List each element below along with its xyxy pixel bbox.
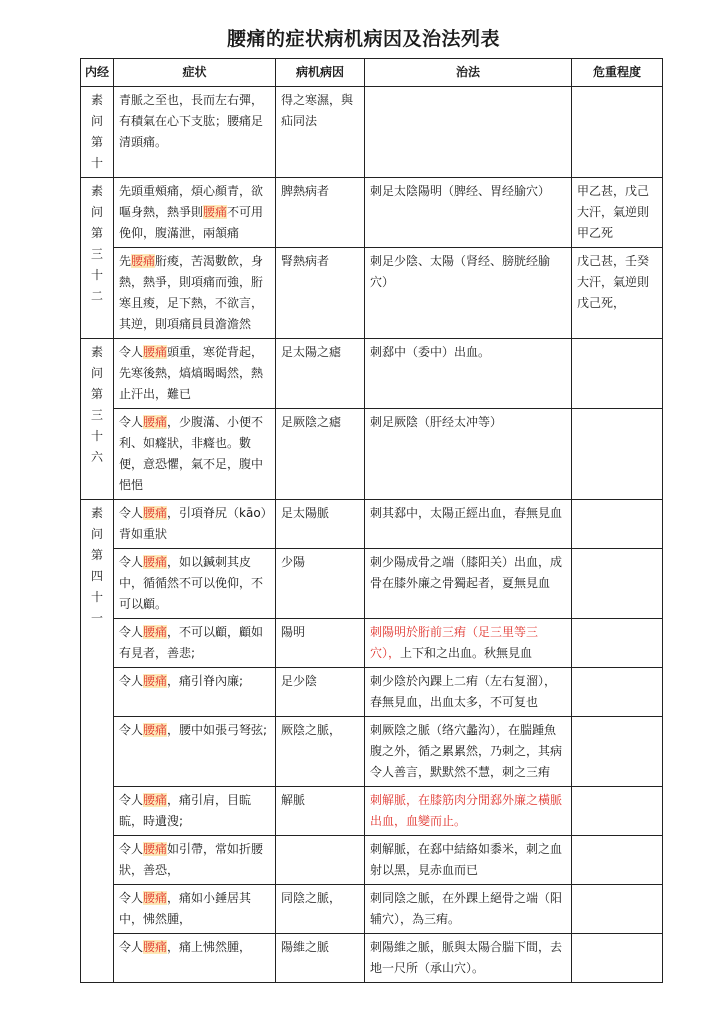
table-header-row xyxy=(81,59,663,87)
highlight-term: 腰痛 xyxy=(143,723,168,737)
severity-cell xyxy=(572,409,663,500)
severity-cell xyxy=(572,339,663,409)
symptom-cell: 令人腰痛，少腹滿、小便不利、如癃狀，非癃也。數便，意恐懼，氣不足，腹中悒悒 xyxy=(114,409,276,500)
source-cell: 素 问 第 十 xyxy=(81,87,114,178)
table-row xyxy=(81,885,663,934)
method-cell: 刺厥陰之脈（络穴蠡沟），在腨踵魚腹之外，循之累累然，乃刺之，其病令人善言，默默然不慧，刺之三痏 xyxy=(365,717,572,787)
method-cell xyxy=(365,87,572,178)
severity-cell xyxy=(572,87,663,178)
table-row xyxy=(81,87,663,178)
table-row xyxy=(81,668,663,717)
table-row xyxy=(81,549,663,619)
table-row xyxy=(81,409,663,500)
table-row xyxy=(81,178,663,248)
symptom-cell: 令人腰痛，引項脊尻（kāo）背如重狀 xyxy=(114,500,276,549)
cause-cell: 陽明 xyxy=(276,619,365,668)
symptom-cell: 令人腰痛如引帶，常如折腰狀，善恐， xyxy=(114,836,276,885)
method-cell: 刺陽維之脈，脈與太陽合腨下間，去地一尺所（承山穴）。 xyxy=(365,934,572,983)
header-symptom: 症状 xyxy=(114,59,276,87)
highlight-term: 腰痛 xyxy=(131,254,156,268)
severity-cell xyxy=(572,668,663,717)
method-cell: 刺少陰於內踝上二痏（左右复溜），春無見血，出血太多，不可复也 xyxy=(365,668,572,717)
cause-cell: 得之寒濕，與疝同法 xyxy=(276,87,365,178)
severity-cell xyxy=(572,500,663,549)
severity-cell xyxy=(572,619,663,668)
table-row xyxy=(81,248,663,339)
severity-cell xyxy=(572,836,663,885)
cause-cell: 解脈 xyxy=(276,787,365,836)
severity-cell: 甲乙甚，戊己大汗，氣逆則甲乙死 xyxy=(572,178,663,248)
highlight-term: 腰痛 xyxy=(143,674,168,688)
highlight-term: 腰痛 xyxy=(143,506,168,520)
table-row xyxy=(81,717,663,787)
method-emphasis: 刺解脈，在膝筋肉分閒郄外廉之橫脈出血，血變而止。 xyxy=(370,793,563,828)
highlight-term: 腰痛 xyxy=(143,415,168,429)
table-row xyxy=(81,934,663,983)
source-cell: 素 问 第 三 十 二 xyxy=(81,178,114,339)
method-cell: 刺郄中（委中）出血。 xyxy=(365,339,572,409)
table-row xyxy=(81,339,663,409)
header-method: 治法 xyxy=(365,59,572,87)
symptom-cell: 令人腰痛，痛如小錘居其中，怫然腫， xyxy=(114,885,276,934)
method-cell: 刺同陰之脈，在外踝上絕骨之端（阳辅穴），為三痏。 xyxy=(365,885,572,934)
symptom-cell: 令人腰痛，腰中如張弓弩弦; xyxy=(114,717,276,787)
highlight-term: 腰痛 xyxy=(143,891,168,905)
table-row xyxy=(81,836,663,885)
severity-cell: 戊己甚，壬癸大汗，氣逆則戊己死， xyxy=(572,248,663,339)
symptom-cell: 令人腰痛，如以鍼刺其皮中，循循然不可以俛仰，不可以顧。 xyxy=(114,549,276,619)
method-cell: 刺足厥陰（肝经太冲等） xyxy=(365,409,572,500)
symptom-table xyxy=(80,58,663,983)
cause-cell: 足少陰 xyxy=(276,668,365,717)
severity-cell xyxy=(572,885,663,934)
cause-cell: 足太陽之瘧 xyxy=(276,339,365,409)
highlight-term: 腰痛 xyxy=(143,345,168,359)
method-cell xyxy=(365,787,572,836)
symptom-cell: 令人腰痛頭重，寒從背起，先寒後熱，熇熇暍暍然，熱止汗出，難已 xyxy=(114,339,276,409)
highlight-term: 腰痛 xyxy=(203,205,228,219)
symptom-cell: 令人腰痛，不可以顧，顧如有見者，善悲; xyxy=(114,619,276,668)
highlight-term: 腰痛 xyxy=(143,625,168,639)
highlight-term: 腰痛 xyxy=(143,793,168,807)
method-cell: 刺解脈，在郄中結絡如黍米，刺之血射以黑，見赤血而已 xyxy=(365,836,572,885)
symptom-cell: 先頭重頰痛，煩心顏青，欲嘔身熱，熱爭則腰痛不可用俛仰，腹滿泄，兩頷痛 xyxy=(114,178,276,248)
severity-cell xyxy=(572,934,663,983)
highlight-term: 腰痛 xyxy=(143,940,168,954)
cause-cell: 足厥陰之瘧 xyxy=(276,409,365,500)
source-cell: 素 问 第 四 十 一 xyxy=(81,500,114,983)
cause-cell: 少陽 xyxy=(276,549,365,619)
cause-cell xyxy=(276,836,365,885)
header-cause: 病机病因 xyxy=(276,59,365,87)
cause-cell: 厥陰之脈， xyxy=(276,717,365,787)
cause-cell: 腎熱病者 xyxy=(276,248,365,339)
symptom-cell: 青脈之至也，長而左右彈，有積氣在心下支肱；腰痛足清頭痛。 xyxy=(114,87,276,178)
severity-cell xyxy=(572,549,663,619)
table-row xyxy=(81,787,663,836)
severity-cell xyxy=(572,787,663,836)
page-title: 腰痛的症状病机病因及治法列表 xyxy=(226,28,500,50)
header-neijing: 内经 xyxy=(81,59,114,87)
source-cell: 素 问 第 三 十 六 xyxy=(81,339,114,500)
method-cell: 刺少陽成骨之端（膝阳关）出血，成骨在膝外廉之骨獨起者，夏無見血 xyxy=(365,549,572,619)
cause-cell: 脾熱病者 xyxy=(276,178,365,248)
symptom-cell: 先腰痛胻痠，苦渴數飲，身熱，熱爭，則項痛而強，胻寒且痠，足下熱，不欲言，其逆，則項痛員員澹澹然 xyxy=(114,248,276,339)
header-severity: 危重程度 xyxy=(572,59,663,87)
method-cell: 刺其郄中，太陽正經出血，春無見血 xyxy=(365,500,572,549)
symptom-cell: 令人腰痛，痛上怫然腫， xyxy=(114,934,276,983)
symptom-cell: 令人腰痛，痛引肩，目䀮䀮，時遺溲; xyxy=(114,787,276,836)
method-cell: 刺足太陰陽明（脾经、胃经腧穴） xyxy=(365,178,572,248)
symptom-cell: 令人腰痛，痛引脊內廉; xyxy=(114,668,276,717)
table-row xyxy=(81,500,663,549)
cause-cell: 同陰之脈， xyxy=(276,885,365,934)
highlight-term: 腰痛 xyxy=(143,842,168,856)
method-cell: 刺足少陰、太陽（肾经、膀胱经腧穴） xyxy=(365,248,572,339)
cause-cell: 足太陽脈 xyxy=(276,500,365,549)
method-emphasis: 刺陽明於胻前三痏（足三里等三穴）， xyxy=(370,625,539,660)
method-cell: 刺陽明於胻前三痏（足三里等三穴），上下和之出血。秋無見血 xyxy=(365,619,572,668)
highlight-term: 腰痛 xyxy=(143,555,168,569)
cause-cell: 陽維之脈 xyxy=(276,934,365,983)
severity-cell xyxy=(572,717,663,787)
table-row xyxy=(81,619,663,668)
